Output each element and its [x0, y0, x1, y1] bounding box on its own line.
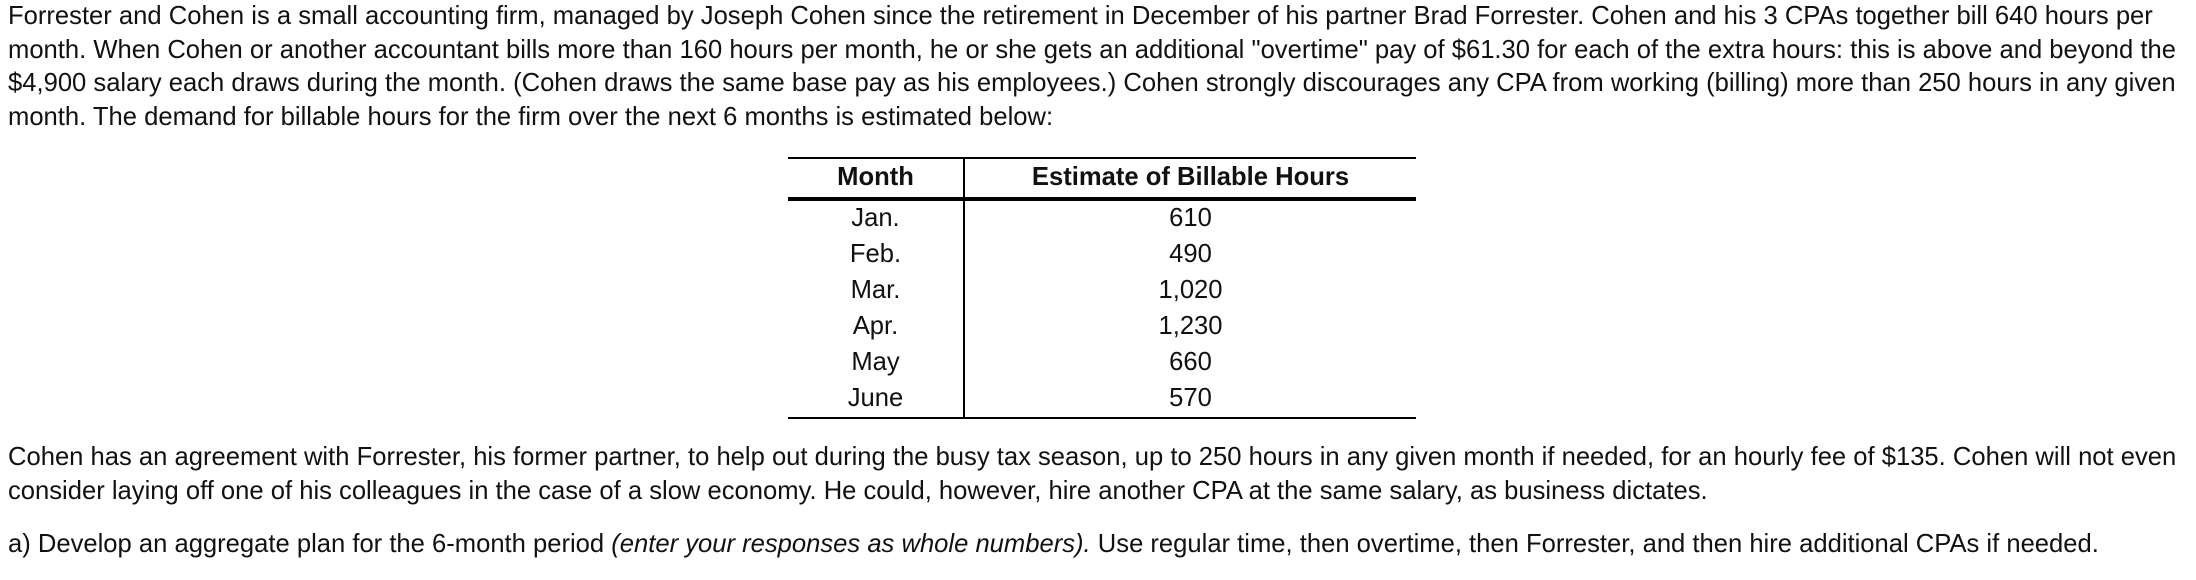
billable-hours-table-container	[788, 157, 1416, 419]
hours-cell: 1,230	[1158, 312, 1223, 341]
table-header-row	[788, 158, 1416, 199]
table-row	[788, 273, 1416, 309]
month-cell: Mar.	[788, 273, 964, 309]
hours-cell: 490	[1169, 240, 1212, 269]
month-cell: Feb.	[788, 237, 964, 273]
hours-cell: 660	[1169, 348, 1212, 377]
month-cell: Jan.	[788, 199, 964, 237]
question-suffix: Use regular time, then overtime, then Forrester, and then hire additional CPAs if needed.	[1090, 530, 2099, 558]
table-row	[788, 199, 1416, 237]
hours-cell: 610	[1169, 204, 1212, 233]
billable-hours-table	[788, 157, 1416, 419]
hours-cell: 1,020	[1158, 276, 1223, 305]
table-row	[788, 237, 1416, 273]
hours-column-header: Estimate of Billable Hours	[964, 158, 1416, 199]
intro-paragraph: Forrester and Cohen is a small accounting firm, managed by Joseph Cohen since the retirement in December of his partner Brad Forrester. Cohen and his 3 CPAs together bill 640 hours per month. When Cohen or another accountant bills more than 160 hours per month, he or she gets an additional "overtime" pay of $61.30 for each of the extra hours: this is above and beyond the $4,900 salary each draws during the month. (Cohen draws the same base pay as his employees.) Cohen strongly discourages any CPA from working (billing) more than 250 hours in any given month. The demand for billable hours for the firm over the next 6 months is estimated below:	[8, 2, 2176, 131]
question-a	[8, 528, 2186, 562]
month-column-header: Month	[788, 158, 964, 199]
table-row	[788, 381, 1416, 418]
month-cell: June	[788, 381, 964, 418]
question-instruction: (enter your responses as whole numbers).	[611, 530, 1091, 558]
month-cell: Apr.	[788, 309, 964, 345]
agreement-paragraph: Cohen has an agreement with Forrester, his former partner, to help out during the busy tax season, up to 250 hours in any given month if needed, for an hourly fee of $135. Cohen will not even consider laying off one of his colleagues in the case of a slow economy. He could, however, hire another CPA at the same salary, as business dictates.	[8, 443, 2177, 505]
table-row	[788, 309, 1416, 345]
table-row	[788, 345, 1416, 381]
hours-cell: 570	[964, 381, 1416, 418]
month-cell: May	[788, 345, 964, 381]
question-prefix: a) Develop an aggregate plan for the 6-month period	[8, 530, 612, 558]
